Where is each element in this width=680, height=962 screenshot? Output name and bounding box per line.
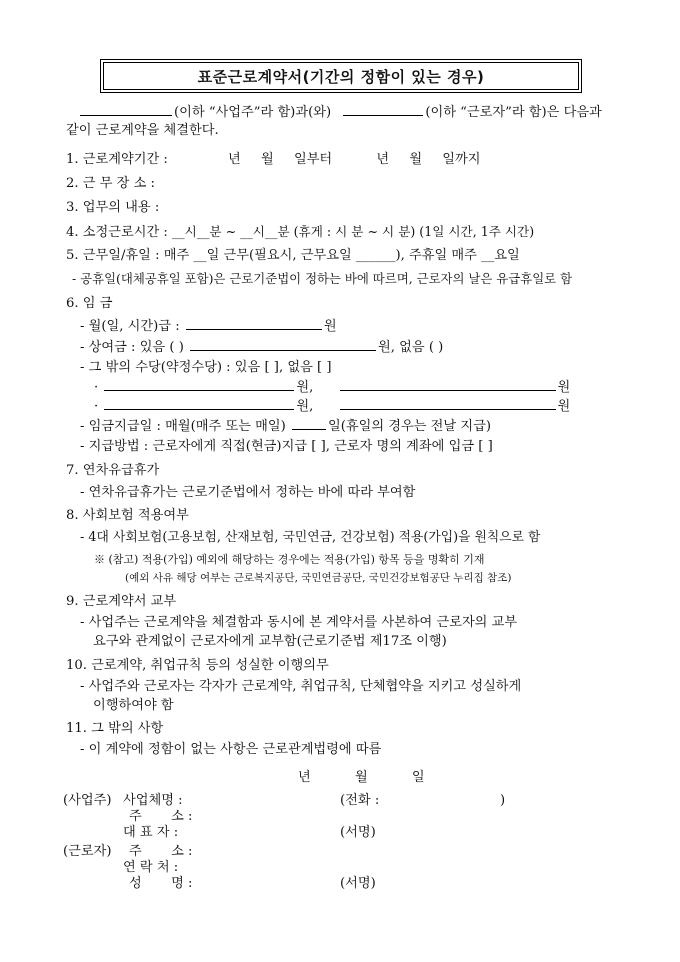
- item-6-wage-label: 6. 임 금: [66, 296, 113, 311]
- item-9-text-2: 요구와 관계없이 근로자에게 교부함(근로기준법 제17조 이행): [93, 634, 447, 649]
- employer-phone-close: ): [500, 793, 506, 808]
- allowance-2b-blank[interactable]: [340, 397, 556, 410]
- item-8-label: 8. 사회보험 적용여부: [66, 508, 189, 523]
- bonus-blank[interactable]: [190, 338, 376, 351]
- payday-blank[interactable]: [292, 417, 326, 430]
- wage-label: - 월(일, 시간)급 :: [80, 319, 180, 334]
- item-10-label: 10. 근로계약, 취업규칙 등의 성실한 이행의무: [66, 658, 329, 673]
- item-1-label: 1. 근로계약기간 :: [66, 152, 168, 167]
- wage-blank[interactable]: [186, 317, 322, 330]
- start-year: 년: [228, 152, 241, 167]
- employer-ceo-label: 대 표 자 :: [123, 825, 179, 840]
- employer-address-label: 주 소 :: [129, 809, 193, 824]
- wage-unit: 원: [323, 319, 337, 334]
- start-month: 월: [261, 152, 274, 167]
- bonus-unit: 원, 없음 ( ): [378, 340, 444, 355]
- payday-text: 일(휴일의 경우는 전날 지급): [327, 419, 491, 434]
- item-5-text: 매주 __일 근무(필요시, 근무요일 ______), 주휴일 매주 __요일: [163, 248, 520, 263]
- contract-date: [298, 769, 425, 786]
- item-9-label: 9. 근로계약서 교부: [66, 594, 177, 609]
- allowance-row-2: [94, 397, 570, 415]
- item-5-label: 5. 근무일/휴일 :: [66, 248, 160, 263]
- allowance-row-1: [94, 378, 570, 396]
- worker-address-label: 주 소 :: [129, 844, 193, 859]
- bullet: ·: [94, 380, 99, 395]
- worker-tag-label: (근로자): [63, 844, 112, 859]
- allowance-unit: 원: [557, 380, 571, 395]
- end-month: 월: [409, 152, 423, 167]
- worker-blank[interactable]: [343, 103, 423, 116]
- employer-tag: (사업주): [63, 793, 112, 808]
- allowance-unit: 원: [557, 399, 571, 414]
- payday-row: [80, 417, 491, 435]
- item-8-note-1: ※ (참고) 적용(가입) 예외에 해당하는 경우에는 적용(가입) 항목 등을 명확히 기재: [94, 553, 485, 566]
- date-day: 일: [411, 770, 425, 785]
- other-allowance-row: - 그 밖의 수당(약정수당) : 있음 [ ], 없음 [ ]: [80, 360, 332, 375]
- item-11-label: 11. 그 밖의 사항: [66, 721, 164, 736]
- allowance-1a-blank[interactable]: [104, 378, 294, 391]
- payment-method-row: - 지급방법 : 근로자에게 직접(현금)지급 [ ], 근로자 명의 계좌에 입금 [ ]: [80, 439, 493, 454]
- allowance-1b-blank[interactable]: [340, 378, 556, 391]
- end-year: 년: [376, 152, 390, 167]
- bonus-row: [80, 338, 443, 356]
- item-11-text: - 이 계약에 정함이 없는 사항은 근로관계법령에 따름: [80, 742, 382, 757]
- item-8-note-2: (예외 사유 해당 여부는 근로복지공단, 국민연금공단, 국민건강보험공단 누리집 참조): [125, 572, 512, 584]
- allowance-unit: 원,: [296, 380, 314, 395]
- payday-label: - 임금지급일 : 매월(매주 또는 매일): [80, 419, 286, 434]
- allowance-unit: 원,: [296, 399, 314, 414]
- end-day: 일까지: [442, 152, 481, 167]
- employer-phone-label: (전화 :: [340, 793, 380, 808]
- wage-row: [80, 317, 337, 335]
- bullet: ·: [94, 399, 99, 414]
- item-10-text-2: 이행하여야 함: [93, 698, 174, 713]
- intro-line-2: 같이 근로계약을 체결한다.: [66, 123, 219, 138]
- item-2-workplace: 2. 근 무 장 소 :: [66, 176, 155, 191]
- item-7-text: - 연차유급휴가는 근로기준법에서 정하는 바에 따라 부여함: [80, 485, 416, 500]
- start-day: 일부터: [293, 152, 333, 167]
- item-9-text-1: - 사업주는 근로계약을 체결함과 동시에 본 계약서를 사본하여 근로자의 교부: [80, 615, 518, 630]
- item-4-working-hours: [66, 223, 534, 241]
- employer-sign[interactable]: (서명): [340, 825, 376, 840]
- item-3-job-description: 3. 업무의 내용 :: [66, 200, 160, 215]
- worker-sign[interactable]: (서명): [340, 876, 376, 891]
- employer-blank[interactable]: [80, 103, 172, 116]
- worker-name-label: 성 명 :: [129, 876, 193, 891]
- allowance-2a-blank[interactable]: [104, 397, 294, 410]
- item-8-text: - 4대 사회보험(고용보험, 산재보험, 국민연금, 건강보험) 적용(가입)을 원칙으로 함: [80, 530, 541, 545]
- item-5-holiday-note: - 공휴일(대체공휴일 포함)은 근로기준법이 정하는 바에 따르며, 근로자의 날은 유급휴일로 함: [72, 271, 573, 286]
- item-5-workdays: [66, 247, 520, 264]
- worker-contact-label: 연 락 처 :: [123, 860, 179, 875]
- item-1-contract-period: [66, 151, 481, 168]
- intro-line-1: [78, 103, 602, 121]
- bonus-label: - 상여금 : 있음 ( ): [80, 340, 184, 355]
- document-title: 표준근로계약서(기간의 정함이 있는 경우): [103, 62, 579, 90]
- employer-company-label: 사업체명 :: [123, 793, 183, 808]
- date-month: 월: [354, 770, 368, 785]
- item-7-label: 7. 연차유급휴가: [66, 463, 160, 478]
- intro-employer-text: (이하 “사업주”라 함)과(와): [174, 105, 332, 120]
- item-4-label: 4. 소정근로시간 :: [66, 225, 168, 240]
- item-10-text-1: - 사업주와 근로자는 각자가 근로계약, 취업규칙, 단체협약을 지키고 성실하게: [80, 679, 522, 694]
- date-year: 년: [298, 770, 311, 785]
- intro-worker-text: (이하 “근로자”라 함)은 다음과: [425, 105, 602, 120]
- item-4-text: __시__분 ~ __시__분 (휴게 : 시 분 ~ 시 분) (1일 시간, 1주 시간): [172, 224, 535, 239]
